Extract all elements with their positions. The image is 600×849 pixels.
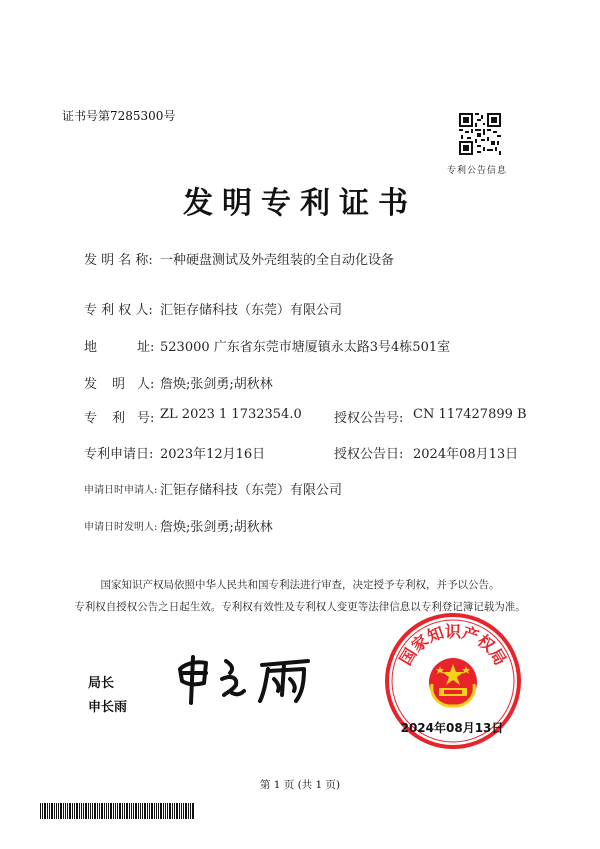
inventor-label-char-3: 人: xyxy=(137,377,155,392)
qr-label: 专利公告信息 xyxy=(447,166,508,176)
inventor-at-filing: 詹焕;张剑勇;胡秋林 xyxy=(160,520,273,535)
filing-date-label: 专利申请日: xyxy=(84,447,154,462)
bureau-title: 局长 xyxy=(88,676,115,691)
certificate-number: 证书号第7285300号 xyxy=(62,109,176,123)
page-number: 第 1 页 (共 1 页) xyxy=(259,779,341,791)
patent-no-label-char-2: 利 xyxy=(112,411,126,426)
notice-line-1: 国家知识产权局依照中华人民共和国专利法进行审查，决定授予专利权，并予以公告。 xyxy=(100,579,500,591)
qr-code-icon xyxy=(459,113,501,155)
signature xyxy=(176,651,316,707)
applicant-at-filing: 汇钜存储科技（东莞）有限公司 xyxy=(160,483,343,498)
patent-no-label-char-1: 专 xyxy=(84,411,98,426)
inventor-at-filing-label: 申请日时发明人: xyxy=(84,522,158,533)
barcode-icon xyxy=(40,803,195,819)
patent-no-label-char-3: 号: xyxy=(137,411,155,426)
notice-line-2: 专利权自授权公告之日起生效。专利权有效性及专利权人变更等法律信息以专利登记簿记载为准。 xyxy=(74,601,526,613)
grant-date: 2024年08月13日 xyxy=(413,447,519,462)
invention-name-label: 发 明 名 称: xyxy=(84,253,153,268)
inventor-label-char-2: 明 xyxy=(112,377,126,392)
bureau-name: 申长雨 xyxy=(88,700,128,715)
patentee-label: 专 利 权 人: xyxy=(84,303,153,318)
grant-pub-no-label: 授权公告号: xyxy=(334,411,404,426)
grant-date-label: 授权公告日: xyxy=(334,447,404,462)
inventors: 詹焕;张剑勇;胡秋林 xyxy=(160,377,273,392)
address: 523000 广东省东莞市塘厦镇永太路3号4栋501室 xyxy=(160,340,451,355)
seal-text: 国家知识产权局 xyxy=(395,622,511,669)
national-emblem-icon xyxy=(429,658,477,706)
inventor-label-char-1: 发 xyxy=(84,377,98,392)
filing-date: 2023年12月16日 xyxy=(160,447,266,462)
address-label-char-2: 址: xyxy=(137,340,155,355)
patentee: 汇钜存储科技（东莞）有限公司 xyxy=(160,303,343,318)
patent-number: ZL 2023 1 1732354.0 xyxy=(160,407,302,422)
applicant-at-filing-label: 申请日时申请人: xyxy=(84,485,158,496)
address-label-char-1: 地 xyxy=(84,340,98,355)
seal-date: 2024年08月13日 xyxy=(400,721,504,735)
grant-pub-number: CN 117427899 B xyxy=(413,407,527,422)
page-title: 发明专利证书 xyxy=(183,186,417,221)
invention-name: 一种硬盘测试及外壳组装的全自动化设备 xyxy=(160,253,395,268)
